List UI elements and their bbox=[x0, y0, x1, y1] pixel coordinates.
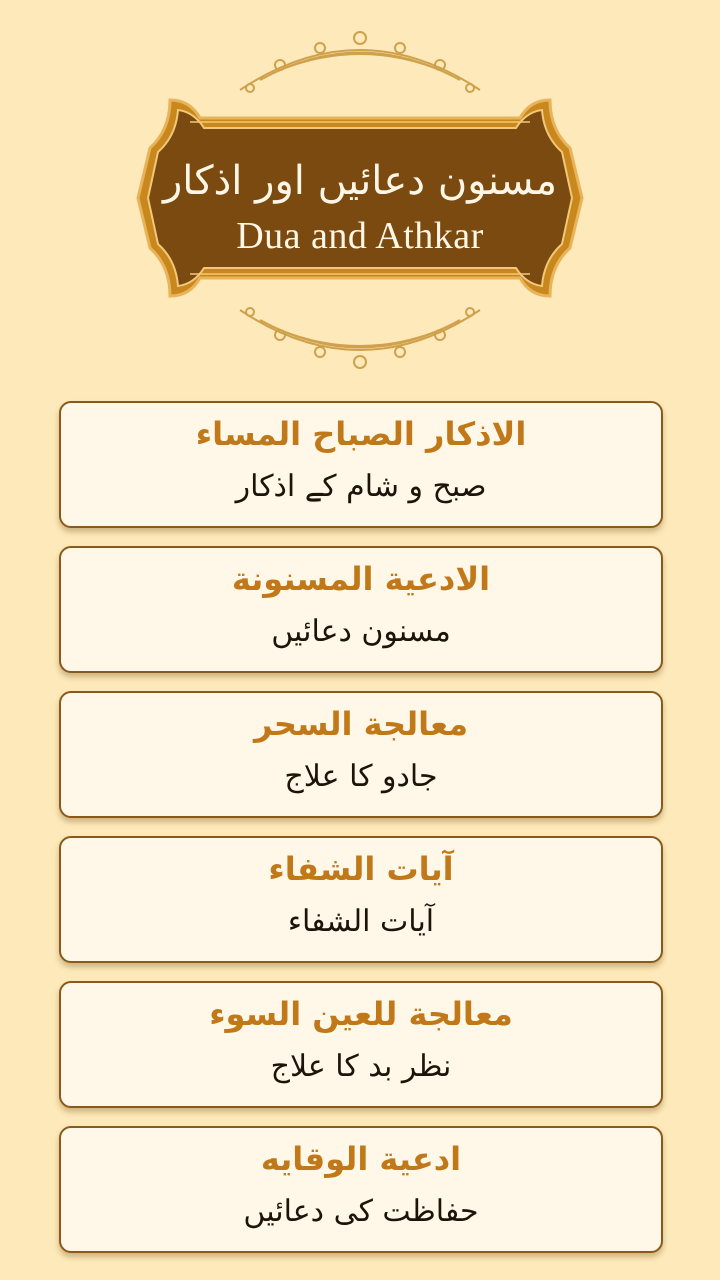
menu-item-urdu-label: صبح و شام کے اذکار bbox=[235, 469, 487, 504]
menu-list bbox=[59, 401, 663, 1271]
menu-item-protection-duas[interactable] bbox=[59, 1126, 663, 1253]
menu-item-urdu-label: آیات الشفاء bbox=[287, 904, 435, 939]
menu-item-magic-cure[interactable] bbox=[59, 691, 663, 818]
menu-item-arabic-label: معالجة للعين السوء bbox=[209, 995, 513, 1033]
menu-item-urdu-label: مسنون دعائیں bbox=[271, 614, 451, 649]
menu-item-masnoon-duas[interactable] bbox=[59, 546, 663, 673]
menu-item-morning-evening-athkar[interactable] bbox=[59, 401, 663, 528]
menu-item-urdu-label: حفاظت کی دعائیں bbox=[243, 1194, 479, 1229]
menu-item-healing-verses[interactable] bbox=[59, 836, 663, 963]
menu-item-arabic-label: الادعية المسنونة bbox=[231, 560, 491, 598]
menu-item-arabic-label: آيات الشفاء bbox=[268, 850, 454, 888]
menu-item-arabic-label: معالجة السحر bbox=[253, 705, 469, 743]
menu-item-arabic-label: ادعية الوقايه bbox=[260, 1140, 462, 1178]
menu-item-arabic-label: الاذكار الصباح المساء bbox=[195, 415, 527, 453]
menu-item-urdu-label: نظر بد کا علاج bbox=[270, 1049, 452, 1084]
menu-item-evil-eye-cure[interactable] bbox=[59, 981, 663, 1108]
app-title-urdu: مسنون دعائیں اور اذکار bbox=[162, 158, 558, 204]
app-title-english: Dua and Athkar bbox=[236, 215, 484, 257]
app-header bbox=[0, 0, 720, 390]
menu-item-urdu-label: جادو کا علاج bbox=[284, 759, 438, 794]
